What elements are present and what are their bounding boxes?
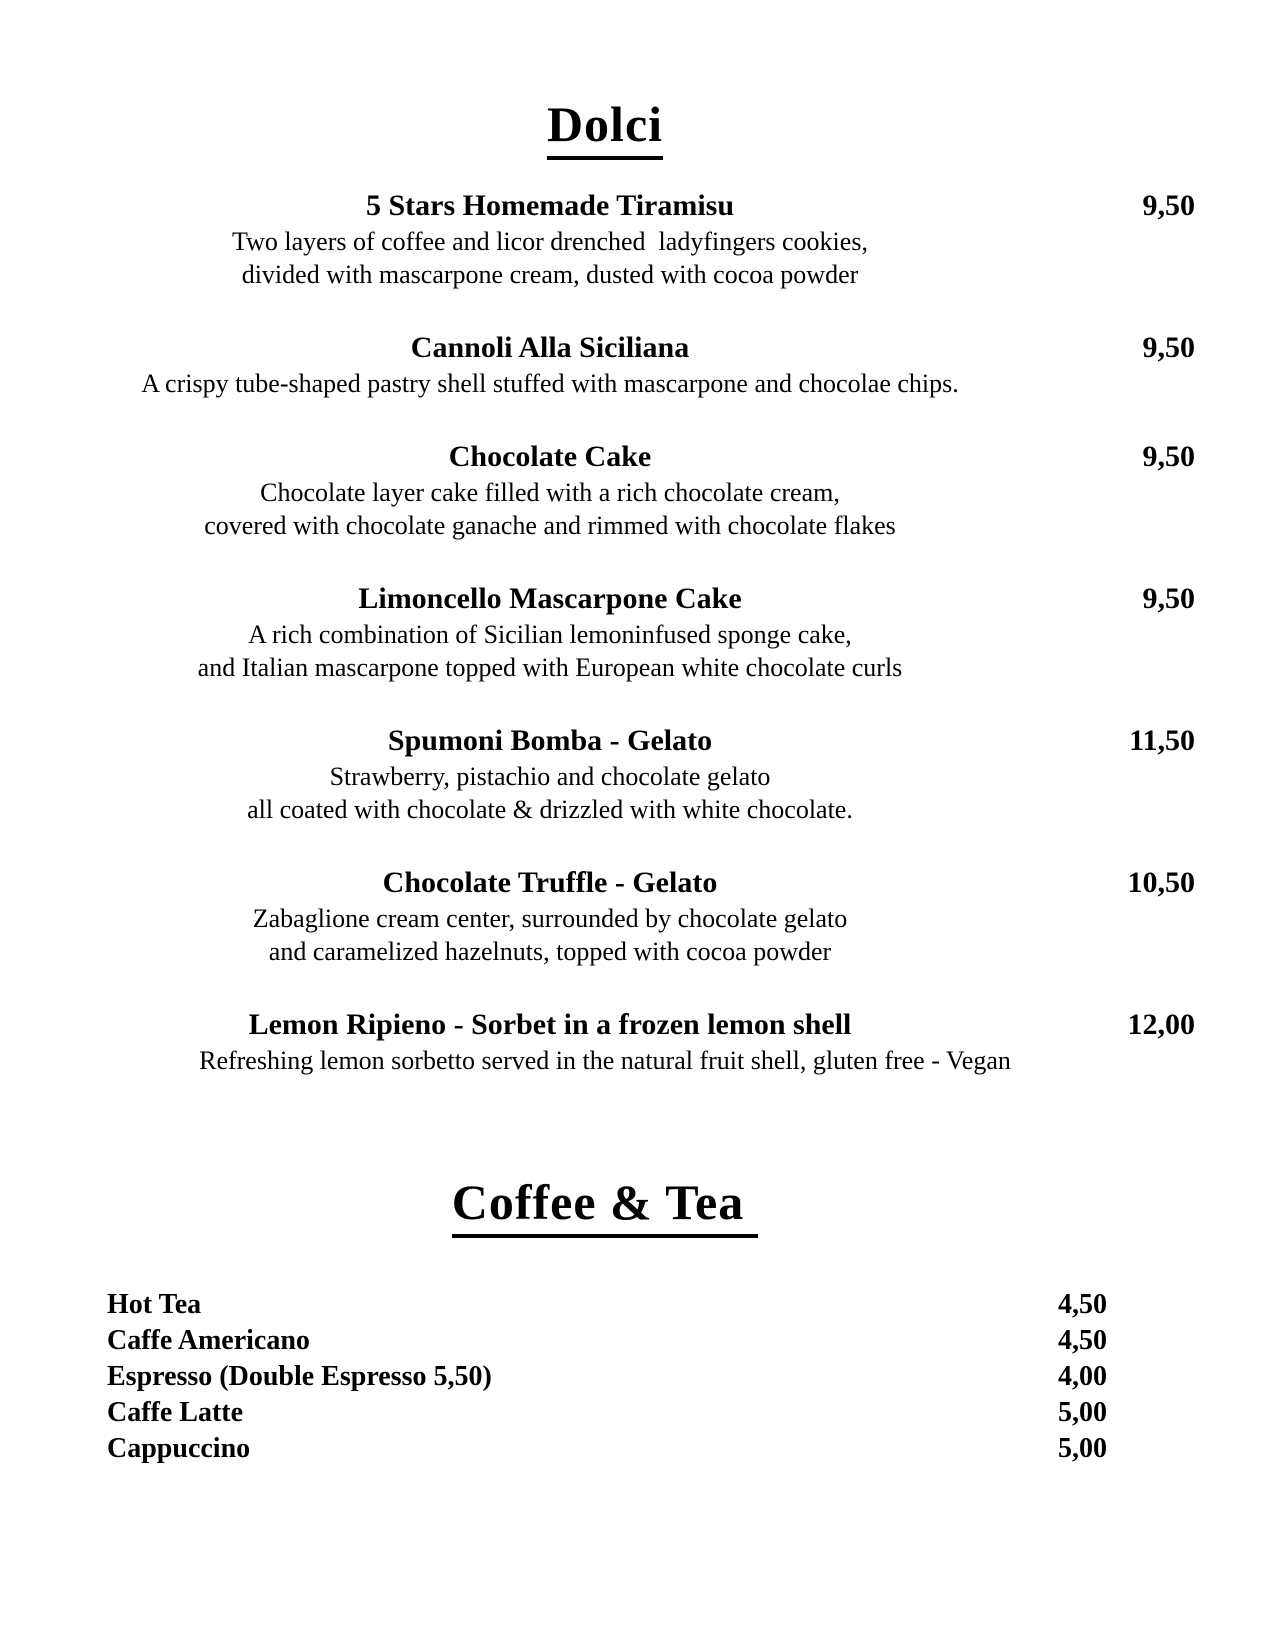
item-name: Chocolate Cake: [448, 440, 652, 473]
item-description-line: and caramelized hazelnuts, topped with cocoa powder: [268, 937, 832, 966]
item-title-row: [100, 864, 1195, 902]
item-price: 9,50: [1142, 440, 1195, 473]
item-description-line: A rich combination of Sicilian lemoninfused sponge cake,: [248, 620, 852, 649]
coffee-item-name: Cappuccino: [107, 1433, 251, 1464]
menu-item-cannoli: [100, 329, 1195, 400]
coffee-item-name: Caffe Americano: [107, 1325, 310, 1356]
menu-item-limoncello-cake: [100, 580, 1195, 684]
coffee-tea-list: [107, 1287, 1107, 1467]
item-name: Spumoni Bomba - Gelato: [387, 724, 713, 757]
item-title-row: [100, 438, 1195, 476]
coffee-tea-section-title: [100, 1173, 1110, 1231]
coffee-row-espresso: [107, 1359, 1107, 1395]
item-title-row: [100, 329, 1195, 367]
item-description-line: covered with chocolate ganache and rimmed with chocolate flakes: [204, 511, 896, 540]
item-description-line: Refreshing lemon sorbetto served in the natural fruit shell, gluten free - Vegan: [199, 1046, 1011, 1075]
item-price: 12,00: [1127, 1008, 1195, 1041]
coffee-item-name: Caffe Latte: [107, 1397, 244, 1428]
item-title-row: [100, 722, 1195, 760]
item-title-row: [100, 580, 1195, 618]
item-price: 9,50: [1142, 331, 1195, 364]
coffee-row-hot-tea: [107, 1287, 1107, 1323]
item-title-row: [100, 187, 1195, 225]
item-name: Lemon Ripieno - Sorbet in a frozen lemon shell: [248, 1008, 852, 1041]
item-description-line: Two layers of coffee and licor drenched ladyfingers cookies,: [232, 227, 868, 256]
item-price: 11,50: [1129, 724, 1195, 757]
item-name: 5 Stars Homemade Tiramisu: [365, 189, 735, 222]
coffee-item-price: 5,00: [1058, 1397, 1107, 1428]
menu-item-chocolate-truffle: [100, 864, 1195, 968]
item-price: 9,50: [1142, 582, 1195, 615]
item-description-line: all coated with chocolate & drizzled with white chocolate.: [247, 795, 853, 824]
menu-item-lemon-ripieno: [100, 1006, 1195, 1077]
coffee-row-caffe-americano: [107, 1323, 1107, 1359]
coffee-item-price: 4,00: [1058, 1361, 1107, 1392]
item-description-line: divided with mascarpone cream, dusted with cocoa powder: [241, 260, 859, 289]
item-description-line: Strawberry, pistachio and chocolate gelato: [329, 762, 771, 791]
coffee-item-name: Hot Tea: [107, 1289, 202, 1320]
item-title-row: [100, 1006, 1195, 1044]
menu-item-spumoni-bomba: [100, 722, 1195, 826]
coffee-tea-section: [100, 1173, 1110, 1467]
coffee-item-name: Espresso (Double Espresso 5,50): [107, 1361, 492, 1392]
item-name: Chocolate Truffle - Gelato: [382, 866, 718, 899]
item-description-line: Chocolate layer cake filled with a rich chocolate cream,: [260, 478, 840, 507]
dolci-section-title: [100, 95, 1110, 153]
coffee-row-caffe-latte: [107, 1395, 1107, 1431]
item-description-line: and Italian mascarpone topped with European white chocolate curls: [197, 653, 903, 682]
dolci-title-text: Dolci: [547, 96, 663, 160]
menu-item-tiramisu: [100, 187, 1195, 291]
coffee-tea-title-text: Coffee & Tea: [452, 1174, 759, 1238]
dolci-section: [100, 95, 1195, 1077]
menu-item-chocolate-cake: [100, 438, 1195, 542]
item-description-line: A crispy tube-shaped pastry shell stuffed with mascarpone and chocolae chips.: [141, 369, 959, 398]
item-description-line: Zabaglione cream center, surrounded by chocolate gelato: [252, 904, 848, 933]
item-price: 9,50: [1142, 189, 1195, 222]
coffee-item-price: 4,50: [1058, 1289, 1107, 1320]
item-name: Cannoli Alla Siciliana: [410, 331, 690, 364]
coffee-item-price: 5,00: [1058, 1433, 1107, 1464]
item-price: 10,50: [1127, 866, 1195, 899]
item-name: Limoncello Mascarpone Cake: [358, 582, 742, 615]
coffee-item-price: 4,50: [1058, 1325, 1107, 1356]
coffee-row-cappuccino: [107, 1431, 1107, 1467]
